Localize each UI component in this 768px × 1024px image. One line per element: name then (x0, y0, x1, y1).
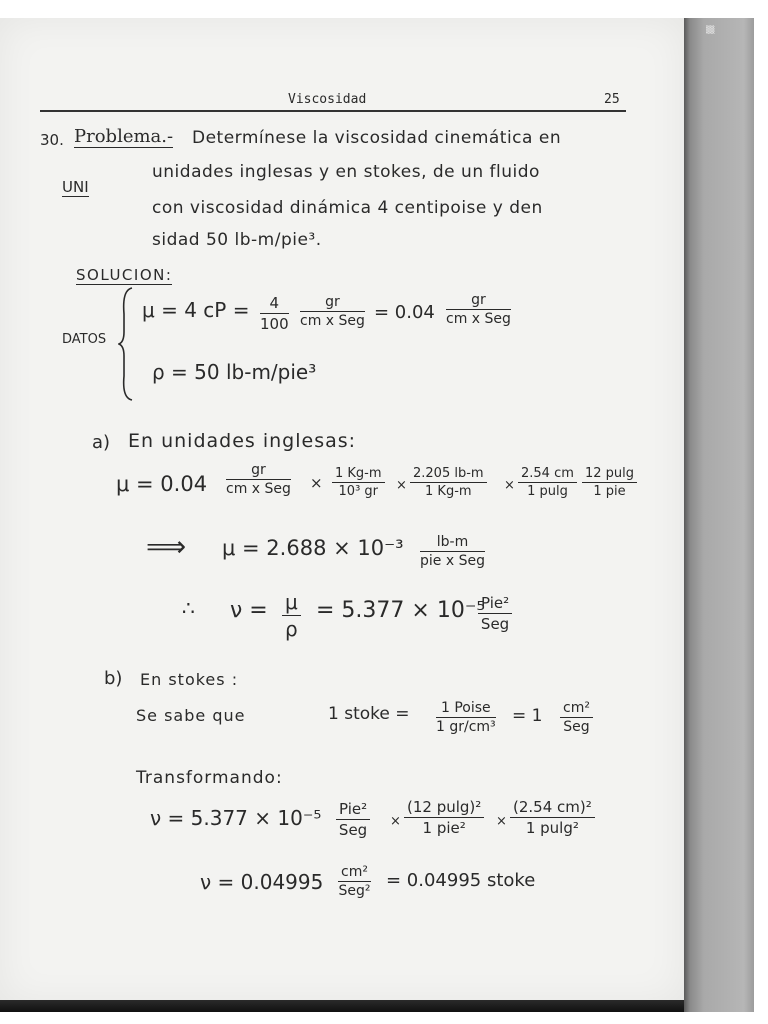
final-nu: ν = 0.04995 (200, 870, 324, 894)
part-b-title: En stokes : (140, 670, 239, 689)
final-stoke: = 0.04995 stoke (386, 870, 536, 891)
mu-result: μ = 2.688 × 10⁻³ (222, 536, 404, 560)
implies-arrow: ⟹ (146, 530, 187, 563)
part-a-title: En unidades inglesas: (128, 430, 357, 452)
stoke-frac-poise: 1 Poise 1 gr/cm³ (436, 700, 496, 735)
mu-value-units: gr cm x Seg (446, 292, 511, 327)
part-a-frac-cm: $\frac{2.54 cm}{1 pulg}$ (518, 466, 577, 499)
mu-frac-centi: $\frac{4}{100}$ (260, 294, 289, 333)
mu-result-units: lb-m pie x Seg (420, 534, 485, 569)
datos-label: DATOS (62, 332, 107, 347)
statement-line-3: con viscosidad dinámica 4 centipoise y den (152, 198, 543, 218)
part-a-frac-gr: gr cm x Seg (226, 462, 291, 497)
nu-units: Pie² Seg (478, 594, 512, 633)
mu-value: = 0.04 (374, 302, 435, 323)
stoke-definition: 1 stoke = (328, 704, 410, 724)
page-number: 25 (604, 92, 620, 107)
final-units: cm² Seg² (338, 864, 371, 899)
stoke-equals-one: = 1 (512, 706, 543, 726)
edge-stamp: ▒▒ (706, 26, 715, 34)
therefore-sign: ∴ (182, 596, 195, 620)
transform-nu: ν = 5.377 × 10⁻⁵ (150, 806, 322, 830)
statement-line-2: unidades inglesas y en stokes, de un fluido (152, 162, 540, 182)
part-b-label: b) (104, 668, 123, 689)
statement-line-1: Determínese la viscosidad cinemática en (192, 128, 562, 148)
header-rule (40, 110, 626, 112)
nu-frac-mu-rho: $\frac{\mu}{\rho}$ (282, 590, 301, 641)
times-sign-3: × (504, 478, 515, 493)
part-a-label: a) (92, 432, 111, 453)
transform-frac-pulg: (12 pulg)² 1 pie² (404, 798, 484, 837)
solution-heading: SOLUCION: (76, 266, 173, 284)
header-title: Viscosidad (288, 92, 367, 107)
transform-title: Transformando: (136, 768, 283, 788)
times-sign-4: × (390, 814, 401, 829)
stoke-frac-cm2: cm² Seg (560, 700, 593, 735)
nu-lhs: ν = (230, 598, 268, 623)
part-a-frac-kg: $\frac{1 Kg-m}{\text{10³ gr}}$ (332, 466, 385, 499)
mu-definition: μ = 4 cP = (142, 298, 250, 322)
times-sign-1: × (310, 474, 323, 492)
mu-frac-units: gr cm x Seg (300, 294, 365, 329)
transform-frac-pie: Pie² Seg (336, 800, 370, 839)
nu-value: = 5.377 × 10⁻⁵ (316, 598, 486, 623)
bottom-shadow-bar (0, 1000, 684, 1012)
source-tag: UNI (62, 178, 89, 196)
times-sign-5: × (496, 814, 507, 829)
datos-brace (118, 286, 134, 402)
times-sign-2: × (396, 478, 407, 493)
part-a-frac-lbm: $\frac{2.205 lb-m}{1 Kg-m}$ (410, 466, 487, 499)
rho-definition: ρ = 50 lb-m/pie³ (152, 360, 317, 384)
statement-line-4: sidad 50 lb-m/pie³. (152, 230, 322, 250)
book-binding-edge (684, 18, 754, 1012)
part-a-mu: μ = 0.04 (116, 472, 208, 496)
transform-frac-cm: $\frac{\text{(2.54 cm)²}}{\text{1 pulg²}}$ (510, 798, 595, 837)
problem-number: 30. (40, 131, 64, 149)
known-text: Se sabe que (136, 706, 246, 725)
part-a-frac-pulg: 12 pulg 1 pie (582, 466, 637, 499)
problem-label: Problema.- (74, 126, 174, 147)
